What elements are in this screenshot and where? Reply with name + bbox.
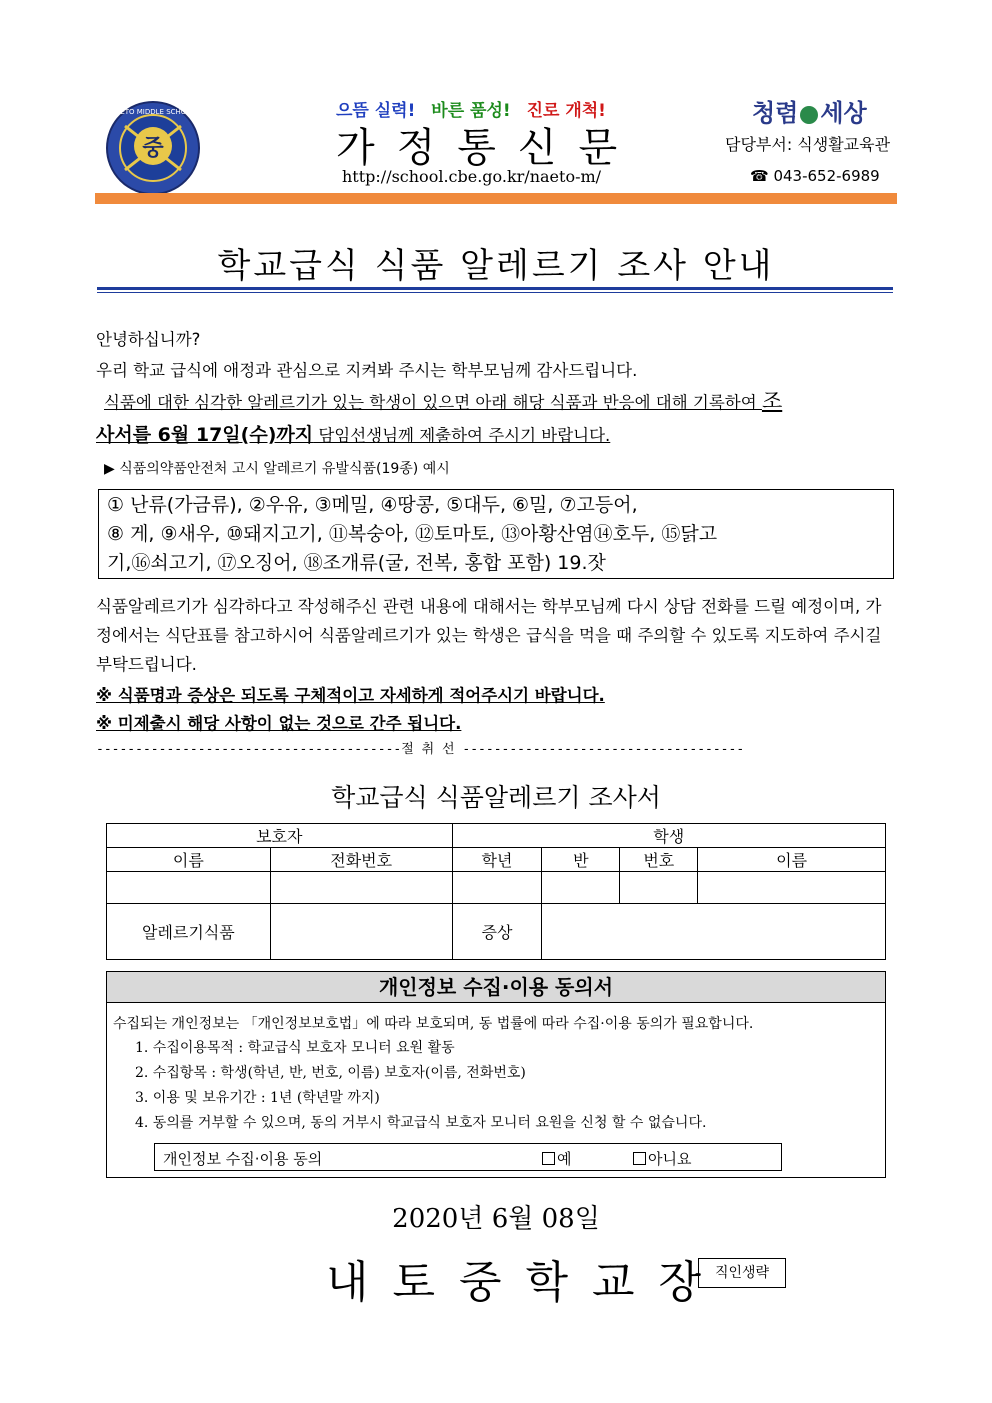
allergen-line: 기,⑯쇠고기, ⑰오징어, ⑱조개류(굴, 전복, 홍합 포함) 19.잣	[107, 552, 606, 574]
greeting: 안녕하십니까?	[96, 330, 201, 349]
slogan-2: 바른 품성!	[431, 101, 511, 121]
notice-2	[96, 710, 461, 734]
consent-item: 1. 수집이용목적 : 학교급식 보호자 모니터 요원 활동	[135, 1040, 455, 1056]
allergy-food-label: 알레르기식품	[107, 904, 271, 960]
allergen-note: ▶ 식품의약품안전처 고시 알레르기 유발식품(19종) 예시	[104, 461, 450, 477]
brand-left: 청렴	[752, 98, 799, 127]
agree-no[interactable]	[633, 1148, 691, 1169]
checkbox-no-icon[interactable]	[633, 1152, 646, 1165]
intro-line-3	[96, 420, 610, 447]
symptom-field[interactable]	[542, 904, 886, 960]
deadline: 사서를 6월 17일(수)까지	[96, 424, 314, 446]
cut-line: ---------------------------------------절 취 선 ------------------------------------	[96, 742, 745, 757]
allergen-list-box	[98, 489, 894, 579]
allergy-survey-table	[106, 823, 886, 960]
notice-2-text: ※ 미제출시 해당 사항이 없는 것으로 간주 됩니다.	[96, 714, 462, 733]
newsletter-title: 가정통신문	[336, 125, 640, 171]
intro-line-2-end: 조	[761, 389, 783, 413]
issue-date: 2020년 6월 08일	[392, 1204, 600, 1234]
logo-ring-text: NAETO MIDDLE SCHOOL	[110, 108, 196, 116]
guardian-name-field[interactable]	[107, 872, 271, 904]
seal-omitted-stamp: 직인생략	[698, 1258, 786, 1288]
principal-signature: 내토중학교장	[326, 1257, 726, 1308]
intro-line-1: 우리 학교 급식에 애정과 관심으로 지켜봐 주시는 학부모님께 감사드립니다.	[96, 361, 638, 380]
page-title: 학교급식 식품 알레르기 조사 안내	[217, 246, 775, 286]
integrity-brand-logo	[752, 93, 867, 128]
guardian-name-header: 이름	[107, 848, 271, 872]
guardian-header: 보호자	[107, 824, 453, 848]
consent-item: 2. 수집항목 : 학생(학년, 반, 번호, 이름) 보호자(이름, 전화번호)	[135, 1065, 526, 1081]
consent-agree-row	[154, 1143, 782, 1171]
intro-line-2	[104, 385, 782, 415]
school-url[interactable]: http://school.cbe.go.kr/naeto-m/	[342, 167, 602, 186]
form-title: 학교급식 식품알레르기 조사서	[331, 783, 661, 812]
student-header: 학생	[452, 824, 885, 848]
slogan-3: 진로 개척!	[526, 101, 606, 121]
logo-center-text: 중	[142, 136, 164, 161]
intro-line-3-text: 담임선생님께 제출하여 주시기 바랍니다.	[313, 426, 611, 445]
consent-item: 3. 이용 및 보유기간 : 1년 (학년말 까지)	[135, 1090, 380, 1106]
agree-label: 개인정보 수집·이용 동의	[163, 1150, 323, 1168]
title-underline	[97, 287, 893, 290]
intro-line-2-text: 식품에 대한 심각한 알레르기가 있는 학생이 있으면 아래 해당 식품과 반응에 대해 기록하여	[104, 393, 762, 412]
symptom-label: 증상	[452, 904, 542, 960]
allergy-food-field[interactable]	[270, 904, 452, 960]
checkbox-yes-icon[interactable]	[542, 1152, 555, 1165]
consent-title: 개인정보 수집·이용 동의서	[107, 972, 885, 1003]
notice-1	[96, 682, 605, 706]
grade-field[interactable]	[452, 872, 542, 904]
slogan-1: 으뜸 실력!	[336, 101, 416, 121]
grade-header: 학년	[452, 848, 542, 872]
allergen-line: ① 난류(가금류), ②우유, ③메밀, ④땅콩, ⑤대두, ⑥밀, ⑦고등어,	[107, 494, 638, 516]
title-underline-thin	[97, 292, 893, 293]
number-field[interactable]	[620, 872, 698, 904]
school-logo	[105, 100, 201, 196]
agree-yes[interactable]	[542, 1148, 572, 1169]
guardian-phone-field[interactable]	[270, 872, 452, 904]
phone-number: ☎ 043-652-6989	[750, 167, 880, 185]
agree-yes-label: 예	[557, 1150, 572, 1168]
student-name-field[interactable]	[698, 872, 886, 904]
brand-right: 세상	[820, 98, 867, 127]
header-divider-bar	[95, 193, 897, 204]
allergen-line: ⑧ 게, ⑨새우, ⑩돼지고기, ⑪복숭아, ⑫토마토, ⑬아황산염⑭호두, ⑮닭고	[107, 523, 718, 545]
consent-intro: 수집되는 개인정보는 「개인정보보호법」에 따라 보호되며, 동 법률에 따라 수집·이용 동의가 필요합니다.	[113, 1016, 754, 1032]
body-paragraph: 식품알레르기가 심각하다고 작성해주신 관련 내용에 대해서는 학부모님께 다시 상담 전화를 드릴 예정이며, 가정에서는 식단표를 참고하시어 식품알레르기가 있는 학생은 급식을 먹을 때 주의할 수 있도록 지도하여 주시길 부탁드립니다.	[96, 597, 882, 674]
guardian-phone-header: 전화번호	[270, 848, 452, 872]
class-field[interactable]	[542, 872, 620, 904]
brand-emblem-icon	[800, 106, 818, 124]
agree-no-label: 아니요	[648, 1150, 692, 1168]
number-header: 번호	[620, 848, 698, 872]
student-name-header: 이름	[698, 848, 886, 872]
notice-1-text: ※ 식품명과 증상은 되도록 구체적이고 자세하게 적어주시기 바랍니다.	[96, 686, 605, 705]
class-header: 반	[542, 848, 620, 872]
department: 담당부서: 식생활교육관	[725, 135, 891, 154]
consent-box	[106, 971, 886, 1178]
consent-item: 4. 동의를 거부할 수 있으며, 동의 거부시 학교급식 보호자 모니터 요원을 신청 할 수 없습니다.	[135, 1115, 707, 1131]
